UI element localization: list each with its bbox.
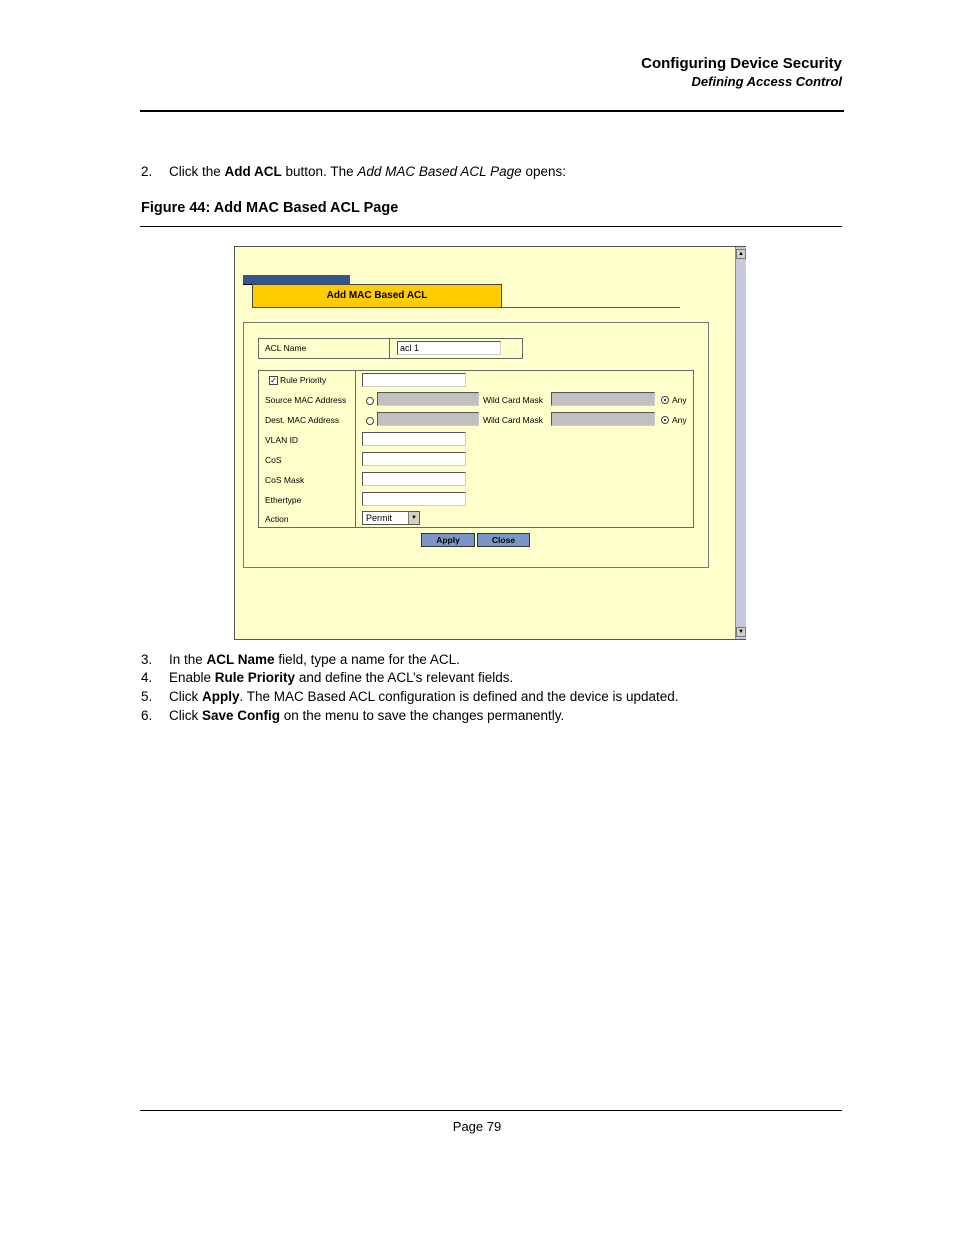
dest-wildcard-input[interactable] <box>551 412 655 426</box>
action-label: Action <box>265 514 289 524</box>
step-text: button. The <box>281 164 358 179</box>
dest-mac-label: Dest. MAC Address <box>265 415 340 425</box>
step-3 <box>141 651 460 669</box>
chapter-title: Configuring Device Security <box>641 55 842 72</box>
dropdown-arrow-icon[interactable]: ▼ <box>408 512 419 524</box>
figure-caption: Figure 44: Add MAC Based ACL Page <box>141 200 399 216</box>
cos-mask-input[interactable] <box>362 472 466 486</box>
acl-name-divider <box>389 338 390 359</box>
section-title: Defining Access Control <box>691 74 842 89</box>
source-mac-label: Source MAC Address <box>265 395 347 405</box>
scroll-down-icon[interactable]: ▼ <box>736 627 746 637</box>
dest-mac-input[interactable] <box>377 412 479 426</box>
dest-mac-radio[interactable] <box>366 417 374 425</box>
rule-priority-input[interactable] <box>362 373 466 387</box>
header-rule <box>140 110 844 112</box>
close-button[interactable]: Close <box>477 533 530 547</box>
step-text: opens: <box>521 164 566 179</box>
step-text: field, type a name for the ACL. <box>274 652 460 667</box>
tab-add-mac-based-acl[interactable]: Add MAC Based ACL <box>252 284 502 308</box>
step-text: on the menu to save the changes permanently. <box>280 708 565 723</box>
step-bold: Save Config <box>202 708 281 723</box>
scroll-up-icon[interactable]: ▲ <box>736 249 746 259</box>
rule-priority-label: Rule Priority <box>280 375 327 385</box>
dest-any-label: Any <box>672 415 687 425</box>
vlan-id-input[interactable] <box>362 432 466 446</box>
step-text: In the <box>169 652 207 667</box>
source-mac-radio[interactable] <box>366 397 374 405</box>
acl-name-label: ACL Name <box>265 343 307 353</box>
action-select[interactable] <box>362 511 420 525</box>
acl-name-input[interactable]: acl 1 <box>397 341 501 355</box>
step-bold: Rule Priority <box>214 670 296 685</box>
source-any-radio[interactable] <box>661 396 669 404</box>
dest-wildcard-label: Wild Card Mask <box>483 415 543 425</box>
step-4 <box>141 669 513 687</box>
footer-rule <box>140 1110 842 1111</box>
dest-any-radio[interactable] <box>661 416 669 424</box>
cos-mask-label: CoS Mask <box>265 475 305 485</box>
step-number: 4. <box>141 670 153 685</box>
step-text: Click <box>169 689 202 704</box>
rule-priority-checkbox[interactable]: ✓ <box>270 376 277 385</box>
action-value: Permit <box>366 513 393 523</box>
step-number: 6. <box>141 708 153 723</box>
ethertype-label: Ethertype <box>265 495 302 505</box>
step-text: Click <box>169 708 202 723</box>
step-bold: Add ACL <box>224 164 282 179</box>
step-text: . The MAC Based ACL configuration is defined and the device is updated. <box>239 689 679 704</box>
source-wildcard-label: Wild Card Mask <box>483 395 543 405</box>
tab-divider <box>502 307 680 308</box>
step-bold: ACL Name <box>206 652 275 667</box>
source-mac-input[interactable] <box>377 392 479 406</box>
page-number: Page 79 <box>452 1119 502 1134</box>
figure-rule <box>140 226 842 227</box>
cos-label: CoS <box>265 455 282 465</box>
vlan-id-label: VLAN ID <box>265 435 299 445</box>
step-text: Click the <box>169 164 225 179</box>
step-5 <box>141 688 679 706</box>
vertical-scrollbar[interactable] <box>735 247 746 639</box>
step-number: 3. <box>141 652 153 667</box>
apply-button[interactable]: Apply <box>421 533 475 547</box>
cos-input[interactable] <box>362 452 466 466</box>
step-number: 2. <box>141 164 153 179</box>
source-wildcard-input[interactable] <box>551 392 655 406</box>
ethertype-input[interactable] <box>362 492 466 506</box>
step-6 <box>141 707 564 725</box>
step-text: and define the ACL’s relevant fields. <box>295 670 514 685</box>
step-number: 5. <box>141 689 153 704</box>
step-italic: Add MAC Based ACL Page <box>357 164 522 179</box>
step-bold: Apply <box>202 689 240 704</box>
source-any-label: Any <box>672 395 687 405</box>
rule-box-divider <box>355 370 356 528</box>
step-2 <box>141 163 566 181</box>
step-text: Enable <box>169 670 215 685</box>
